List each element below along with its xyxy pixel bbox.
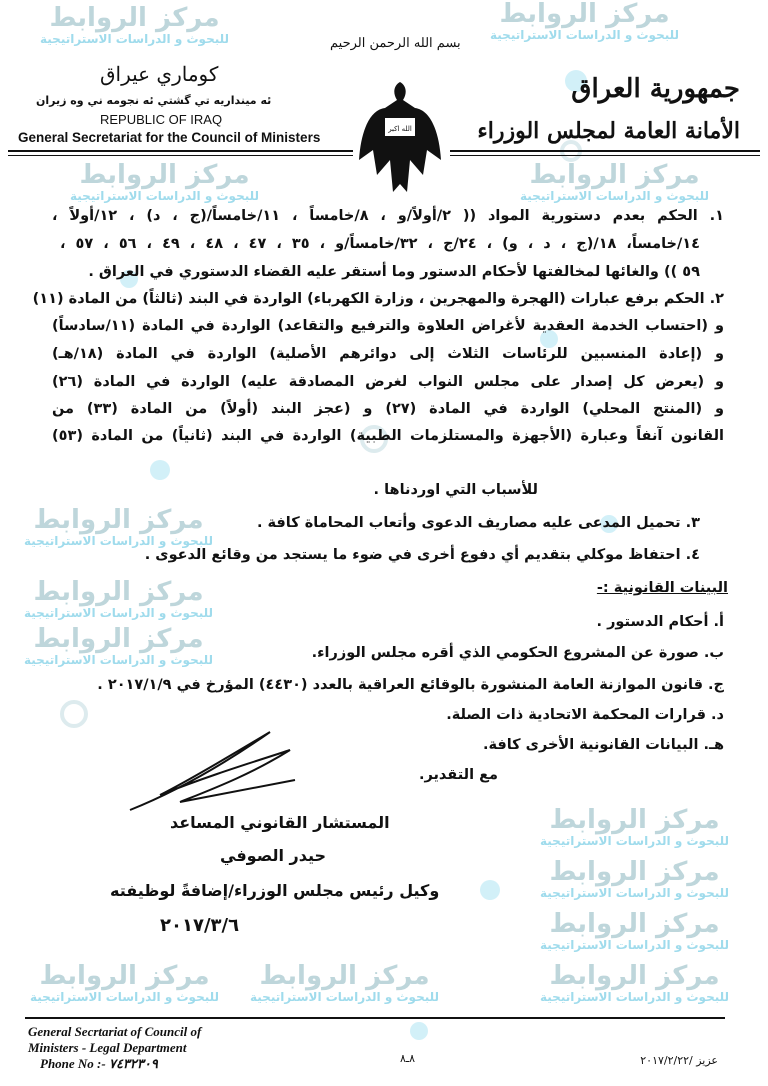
item-2-line: للأسباب التي اوردناها .	[373, 482, 538, 498]
header-rule-left	[8, 155, 353, 156]
watermark: مركز الروابط للبحوث و الدراسات الاستراتيجية	[490, 0, 680, 42]
item-1-line: ١. الحكم بعدم دستورية المواد (( ٢/أولاً/و ، ٨/خامساً ، ١١/خامساً/(ج ، د) ، ١٢/أولاً ،	[52, 208, 724, 224]
watermark: مركز الروابط للبحوث و الدراسات الاستراتيجية	[520, 160, 710, 203]
watermark: مركز الروابط للبحوث و الدراسات الاستراتيجية	[250, 961, 440, 1004]
evidence-heading: البينات القانونية :-	[596, 580, 728, 596]
item-2-line: و (يعرض كل إصدار على مجلس النواب لغرض المصادقة عليه) الواردة في المادة (٢٦)	[52, 374, 724, 390]
header-rule-right	[450, 155, 760, 156]
item-2-line: ٢. الحكم برفع عبارات (الهجرة والمهجرين ، وزارة الكهرباء) الواردة في البند (ثالثاً) من المادة (١١)	[32, 291, 724, 307]
evidence-item: ب. صورة عن المشروع الحكومي الذي أقره مجلس الوزراء.	[311, 645, 724, 661]
watermark: مركز الروابط للبحوث و الدراسات الاستراتيجية	[540, 857, 730, 900]
header-english-republic: REPUBLIC OF IRAQ	[100, 112, 223, 127]
watermark: مركز الروابط للبحوث و الدراسات الاستراتيجية	[30, 961, 220, 1004]
item-3: ٣. تحميل المدعى عليه مصاريف الدعوى وأتعاب المحاماة كافة .	[256, 515, 700, 531]
item-2-line: و (إعادة المنسبين للرئاسات الثلاث إلى دوائرهم الأصلية) الواردة في المادة (١٨/هـ)	[52, 346, 724, 362]
header-english-secretariat: General Secretariat for the Council of Ministers	[18, 130, 321, 145]
watermark: مركز الروابط للبحوث و الدراسات الاستراتيجية	[540, 961, 730, 1004]
closing: مع التقدير.	[418, 767, 498, 783]
item-2-line: القانون آنفاً وعبارة (الأجهزة والمستلزمات الطبية) الواردة في البند (ثانياً) من المادة (٥٣)	[52, 428, 724, 444]
watermark-dot	[480, 880, 500, 900]
watermark: مركز الروابط للبحوث و الدراسات الاستراتيجية	[540, 909, 730, 952]
item-4: ٤. احتفاظ موكلي بتقديم أي دفوع أخرى في ضوء ما يستجد من وقائع الدعوى .	[144, 547, 700, 563]
handwritten-signature	[120, 720, 320, 820]
signatory-title: المستشار القانوني المساعد	[170, 813, 390, 832]
header-rule-right	[450, 150, 760, 152]
watermark: مركز الروابط للبحوث و الدراسات الاستراتيجية	[540, 805, 730, 848]
footer-department-line2: Ministers - Legal Department	[28, 1040, 187, 1055]
watermark: مركز الروابط للبحوث و الدراسات الاستراتيجية	[24, 577, 214, 620]
header-arabic-republic: جمهورية العراق	[571, 74, 740, 104]
watermark-ring	[60, 700, 88, 728]
watermark: مركز الروابط للبحوث و الدراسات الاستراتيجية	[70, 160, 260, 203]
watermark: مركز الروابط للبحوث و الدراسات الاستراتيجية	[24, 505, 214, 548]
footer-code: ٨ـ٨	[400, 1052, 416, 1065]
watermark-dot	[410, 1022, 428, 1040]
header-rule-left	[8, 150, 353, 152]
watermark: مركز الروابط للبحوث و الدراسات الاستراتيجية	[40, 3, 230, 46]
signatory-name: حيدر الصوفي	[220, 846, 327, 865]
watermark: مركز الروابط للبحوث و الدراسات الاستراتيجية	[24, 624, 214, 667]
header-kurdish-secretariat: ئه مينداريه تي گشتي ئه نجومه ني وه زيران	[36, 94, 272, 107]
footer-phone: Phone No :- ٧٤٣٢٣٠٩	[40, 1056, 158, 1071]
item-2-line: و (المنتج المحلي) الواردة في المادة (٢٧) و (عجز البند (أولاً) من المادة (٣٣) من	[52, 401, 724, 417]
evidence-item: ج. قانون الموازنة العامة المنشورة بالوقائع العراقية بالعدد (٤٤٣٠) المؤرخ في ٢٠١٧/١/٩ .	[97, 677, 724, 693]
signatory-role: وكيل رئيس مجلس الوزراء/إضافةً لوظيفته	[110, 881, 440, 900]
header-arabic-secretariat: الأمانة العامة لمجلس الوزراء	[477, 118, 740, 144]
basmala: بسم الله الرحمن الرحيم	[330, 36, 461, 51]
footer-department-line1: General Secrtariat of Council of	[28, 1024, 202, 1039]
footer-rule	[25, 1017, 725, 1019]
svg-text:الله اكبر: الله اكبر	[388, 125, 412, 133]
header-kurdish-republic: كوماري عيراق	[100, 62, 219, 86]
footer-reference: عزيز /٢٠١٧/٢/٢٢	[640, 1054, 718, 1067]
iraq-eagle-emblem	[355, 80, 445, 195]
watermark-dot	[150, 460, 170, 480]
evidence-item: أ. أحكام الدستور .	[596, 614, 724, 630]
evidence-item: هـ. البيانات القانونية الأخرى كافة.	[482, 737, 724, 753]
item-1-line: ١٤/خامساً، ١٨/(ج ، د ، و) ، ٢٤/ج ، ٣٢/خامساً/و ، ٣٥ ، ٤٧ ، ٤٨ ، ٤٩ ، ٥٦ ، ٥٧ ،	[60, 236, 700, 252]
signature-date: ٢٠١٧/٣/٦	[160, 915, 240, 936]
item-2-line: و (احتساب الخدمة العقدية لأغراض العلاوة والترفيع والتقاعد) الواردة في المادة (١١/سادساً)	[52, 318, 724, 334]
evidence-item: د. قرارات المحكمة الاتحادية ذات الصلة.	[446, 707, 724, 723]
item-1-line: ٥٩ )) والغائها لمخالفتها لأحكام الدستور وما أستقر عليه القضاء الدستوري في العراق .	[88, 264, 700, 280]
